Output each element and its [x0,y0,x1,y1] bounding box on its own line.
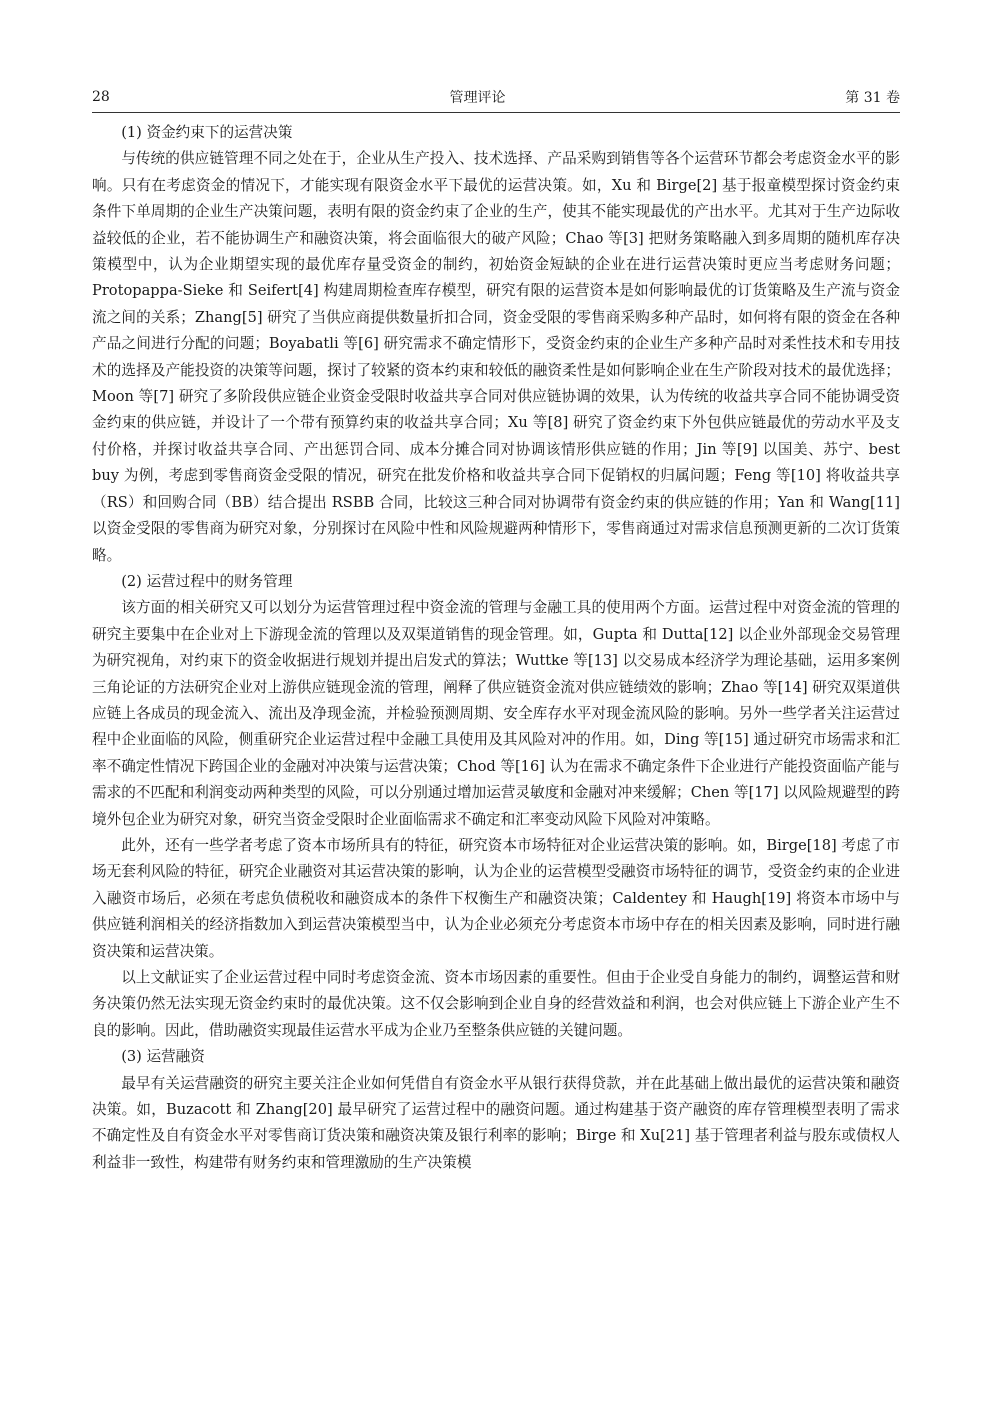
journal-name: 管理评论 [449,90,506,106]
page-number: 28 [92,89,110,105]
paragraph-3: 此外，还有一些学者考虑了资本市场所具有的特征，研究资本市场特征对企业运营决策的影响。如，Birge[18] 考虑了市场无套利风险的特征，研究企业融资对其运营决策的影响，认为企业的运营模型受融资市场特征的调节，受资金约束的企业进入融资市场后，必须在考虑负债税收和融资成本的条件下权衡生产和融资决策；Caldentey 和 Haugh[19] 将资本市场中与供应链利润相关的经济指数加入到运营决策模型当中，认为企业必须充分考虑资本市场中存在的相关因素及影响，同时进行融资决策和运营决策。 [92,836,900,960]
volume-label: 第 31 卷 [845,90,900,106]
header-rule [92,112,900,113]
page-header [92,86,900,108]
section-heading-2: (2) 运营过程中的财务管理 [121,572,293,590]
paragraph-5: 最早有关运营融资的研究主要关注企业如何凭借自有资金水平从银行获得贷款，并在此基础上做出最优的运营决策和融资决策。如，Buzacott 和 Zhang[20] 最早研究了运营过程中的融资问题。通过构建基于资产融资的库存管理模型表明了需求不确定性及自有资金水平对零售商订货决策和融资决策及银行利率的影响；Birge 和 Xu[21] 基于管理者利益与股东或债权人利益非一致性，构建带有财务约束和管理激励的生产决策模 [92,1074,900,1171]
paragraph-1: 与传统的供应链管理不同之处在于，企业从生产投入、技术选择、产品采购到销售等各个运营环节都会考虑资金水平的影响。只有在考虑资金的情况下，才能实现有限资金水平下最优的运营决策。如，Xu 和 Birge[2] 基于报童模型探讨资金约束条件下单周期的企业生产决策问题，表明有限的资金约束了企业的生产，使其不能实现最优的产出水平。尤其对于生产边际收益较低的企业，若不能协调生产和融资决策，将会面临很大的破产风险；Chao 等[3] 把财务策略融入到多周期的随机库存决策模型中，认为企业期望实现的最优库存量受资金的制约，初始资金短缺的企业在进行运营决策时更应当考虑财务问题；Protopappa-Sieke 和 Seifert[4] 构建周期检查库存模型，研究有限的运营资本是如何影响最优的订货策略及生产流与资金流之间的关系；Zhang[5] 研究了当供应商提供数量折扣合同，资金受限的零售商采购多种产品时，如何将有限的资金在各种产品之间进行分配的问题；Boyabatli 等[6] 研究需求不确定情形下，受资金约束的企业生产多种产品时对柔性技术和专用技术的选择及产能投资的决策等问题，探讨了较紧的资本约束和较低的融资柔性是如何影响企业在生产阶段对技术的最优选择；Moon 等[7] 研究了多阶段供应链企业资金受限时收益共享合同对供应链协调的效果，认为传统的收益共享合同不能协调受资金约束的供应链，并设计了一个带有预算约束的收益共享合同；Xu 等[8] 研究了资金约束下外包供应链最优的劳动水平及支付价格，并探讨收益共享合同、产出惩罚合同、成本分摊合同对协调该情形供应链的作用；Jin 等[9] 以国美、苏宁、best buy 为例，考虑到零售商资金受限的情况，研究在批发价格和收益共享合同下促销权的归属问题；Feng 等[10] 将收益共享（RS）和回购合同（BB）结合提出 RSBB 合同，比较这三种合同对协调带有资金约束的供应链的作用；Yan 和 Wang[11] 以资金受限的零售商为研究对象，分别探讨在风险中性和风险规避两种情形下，零售商通过对需求信息预测更新的二次订货策略。 [92,150,900,564]
section-heading-1: (1) 资金约束下的运营决策 [121,124,293,141]
article-body [92,120,900,1176]
paragraph-2: 该方面的相关研究又可以划分为运营管理过程中资金流的管理与金融工具的使用两个方面。运营过程中对资金流的管理的研究主要集中在企业对上下游现金流的管理以及双渠道销售的现金管理。如，Gupta 和 Dutta[12] 以企业外部现金交易管理为研究视角，对约束下的资金收据进行规划并提出启发式的算法；Wuttke 等[13] 以交易成本经济学为理论基础，运用多案例三角论证的方法研究企业对上游供应链现金流的管理，阐释了供应链资金流对供应链绩效的影响；Zhao 等[14] 研究双渠道供应链上各成员的现金流入、流出及净现金流，并检验预测周期、安全库存水平对现金流风险的影响。另外一些学者关注运营过程中企业面临的风险，侧重研究企业运营过程中金融工具使用及其风险对冲的作用。如，Ding 等[15] 通过研究市场需求和汇率不确定性情况下跨国企业的金融对冲决策与运营决策；Chod 等[16] 认为在需求不确定条件下企业进行产能投资面临产能与需求的不匹配和利润变动两种类型的风险，可以分别通过增加运营灵敏度和金融对冲来缓解；Chen 等[17] 以风险规避型的跨境外包企业为研究对象，研究当资金受限时企业面临需求不确定和汇率变动风险下风险对冲策略。 [92,599,900,828]
section-heading-3: (3) 运营融资 [121,1048,205,1066]
paragraph-4: 以上文献证实了企业运营过程中同时考虑资金流、资本市场因素的重要性。但由于企业受自身能力的制约，调整运营和财务决策仍然无法实现无资金约束时的最优决策。这不仅会影响到企业自身的经营效益和利润，也会对供应链上下游企业产生不良的影响。因此，借助融资实现最佳运营水平成为企业乃至整条供应链的关键问题。 [92,969,900,1039]
